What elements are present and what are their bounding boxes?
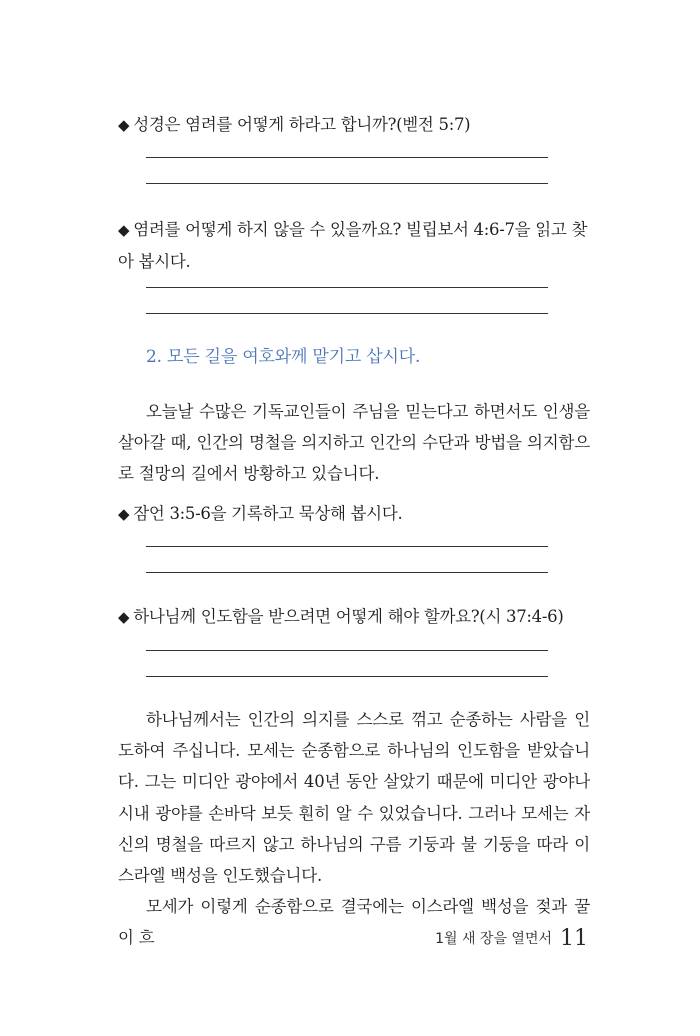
diamond-bullet-icon: ◆ bbox=[118, 505, 130, 523]
answer-line-3a[interactable] bbox=[146, 546, 548, 547]
answer-line-3b[interactable] bbox=[146, 572, 548, 573]
diamond-bullet-icon: ◆ bbox=[118, 116, 130, 134]
footer-chapter-label: 1월 새 장을 열면서 bbox=[435, 931, 552, 947]
answer-line-1a[interactable] bbox=[146, 157, 548, 158]
section-heading: 2. 모든 길을 여호와께 맡기고 삽시다. bbox=[146, 347, 421, 367]
paragraph-1: 오늘날 수많은 기독교인들이 주님을 믿는다고 하면서도 인생을 살아갈 때, 인간의 명철을 의지하고 인간의 수단과 방법을 의지함으로 절망의 길에서 방황하고 있습니다. bbox=[118, 402, 590, 484]
page-footer bbox=[435, 924, 588, 954]
diamond-bullet-icon: ◆ bbox=[118, 608, 130, 626]
question-1-text: 성경은 염려를 어떻게 하라고 합니까?(벧전 5:7) bbox=[133, 115, 471, 134]
answer-line-1b[interactable] bbox=[146, 183, 548, 184]
answer-line-4b[interactable] bbox=[146, 676, 548, 677]
answer-line-2b[interactable] bbox=[146, 313, 548, 314]
question-3-text: 잠언 3:5-6을 기록하고 묵상해 봅시다. bbox=[133, 504, 403, 523]
paragraph-2 bbox=[118, 704, 590, 954]
question-4-text: 하나님께 인도함을 받으려면 어떻게 해야 할까요?(시 37:4-6) bbox=[133, 607, 564, 626]
question-3 bbox=[118, 498, 590, 530]
question-2-text: 염려를 어떻게 하지 않을 수 있을까요? 빌립보서 4:6-7을 읽고 찾아 봅시다. bbox=[118, 220, 588, 271]
question-4 bbox=[118, 601, 590, 633]
question-1 bbox=[118, 109, 590, 141]
page-number: 11 bbox=[560, 926, 588, 951]
diamond-bullet-icon: ◆ bbox=[118, 221, 130, 239]
question-2 bbox=[118, 214, 590, 277]
paragraph-2-continuation: 모세가 이렇게 순종함으로 결국에는 이스라엘 백성을 젖과 꿀이 흐 bbox=[118, 897, 590, 948]
paragraph-2-body: 하나님께서는 인간의 의지를 스스로 꺾고 순종하는 사람을 인도하여 주십니다. 모세는 순종함으로 하나님의 인도함을 받았습니다. 그는 미디안 광야에서 40년 동안 살았기 때문에 미디안 광야나 시내 광야를 손바닥 보듯 훤히 알 수 있었습니다. 그러나 모세는 자신의 명철을 따르지 않고 하나님의 구름 기둥과 불 기둥을 따라 이스라엘 백성을 인도했습니다. bbox=[118, 710, 590, 886]
answer-line-2a[interactable] bbox=[146, 287, 548, 288]
answer-line-4a[interactable] bbox=[146, 650, 548, 651]
